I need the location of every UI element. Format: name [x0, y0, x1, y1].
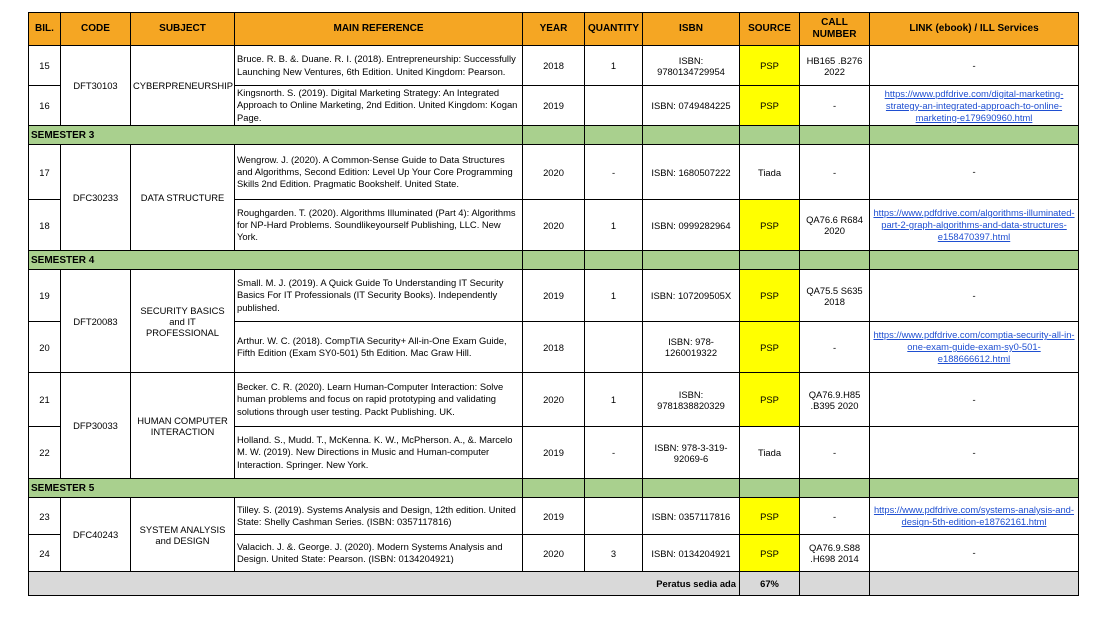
quantity-cell: 3 [585, 535, 643, 572]
header-quantity: QUANTITY [585, 13, 643, 46]
course-subject: DATA STRUCTURE [131, 145, 235, 251]
year-cell: 2018 [523, 322, 585, 373]
bil-cell: 21 [29, 373, 61, 427]
header-link: LINK (ebook) / ILL Services [870, 13, 1079, 46]
table-row [29, 373, 1079, 427]
isbn-cell: ISBN: 1680507222 [643, 145, 740, 200]
semester-cell [585, 479, 643, 498]
year-cell: 2020 [523, 535, 585, 572]
quantity-cell [585, 498, 643, 535]
link-cell: - [870, 46, 1079, 86]
call-number-cell: - [800, 145, 870, 200]
reference-text: Bruce. R. B. &. Duane. R. I. (2018). Entrepreneurship: Successfully Launching New Ventures, 6th Edition. United Kingdom: Pearson. [235, 46, 523, 86]
isbn-cell: ISBN: 0357117816 [643, 498, 740, 535]
bil-cell: 17 [29, 145, 61, 200]
header-bil: BIL. [29, 13, 61, 46]
source-cell: Tiada [740, 427, 800, 479]
quantity-cell: 1 [585, 200, 643, 251]
bil-cell: 19 [29, 270, 61, 322]
reference-text: Small. M. J. (2019). A Quick Guide To Understanding IT Security Basics For IT Professionals (IT Security Books). Independently published. [235, 270, 523, 322]
link-cell [870, 86, 1079, 126]
source-cell: PSP [740, 86, 800, 126]
course-code: DFT30103 [61, 46, 131, 126]
link-cell [870, 498, 1079, 535]
semester-cell [643, 479, 740, 498]
footer-cell [800, 572, 870, 596]
link-cell: - [870, 270, 1079, 322]
semester-cell [800, 479, 870, 498]
ebook-link[interactable]: https://www.pdfdrive.com/algorithms-illuminated-part-2-graph-algorithms-and-data-structures-e158470397.html [873, 207, 1075, 242]
year-cell: 2019 [523, 86, 585, 126]
source-cell: PSP [740, 373, 800, 427]
source-cell: PSP [740, 46, 800, 86]
year-cell: 2020 [523, 373, 585, 427]
quantity-cell: - [585, 145, 643, 200]
reference-text: Arthur. W. C. (2018). CompTIA Security+ All-in-One Exam Guide, Fifth Edition (Exam SY0-501) 5th Edition. Mac Graw Hill. [235, 322, 523, 373]
table-row [29, 145, 1079, 200]
ebook-link[interactable]: https://www.pdfdrive.com/systems-analysis-and-design-5th-edition-e18762161.html [873, 504, 1075, 527]
table-row [29, 270, 1079, 322]
call-number-cell: QA76.6 R684 2020 [800, 200, 870, 251]
bil-cell: 24 [29, 535, 61, 572]
quantity-cell [585, 322, 643, 373]
header-main-reference: MAIN REFERENCE [235, 13, 523, 46]
semester-cell [643, 126, 740, 145]
bil-cell: 15 [29, 46, 61, 86]
year-cell: 2020 [523, 200, 585, 251]
isbn-cell: ISBN: 107209505X [643, 270, 740, 322]
course-code: DFP30033 [61, 373, 131, 479]
footer-cell [870, 572, 1079, 596]
semester-cell [523, 479, 585, 498]
isbn-cell: ISBN: 0749484225 [643, 86, 740, 126]
reference-text: Valacich. J. &. George. J. (2020). Modern Systems Analysis and Design. United State: Pearson. (ISBN: 0134204921) [235, 535, 523, 572]
header-isbn: ISBN [643, 13, 740, 46]
link-cell: - [870, 427, 1079, 479]
bil-cell: 22 [29, 427, 61, 479]
year-cell: 2019 [523, 270, 585, 322]
year-cell: 2019 [523, 427, 585, 479]
source-cell: PSP [740, 322, 800, 373]
bil-cell: 23 [29, 498, 61, 535]
course-subject: HUMAN COMPUTER INTERACTION [131, 373, 235, 479]
quantity-cell: 1 [585, 46, 643, 86]
semester-cell [585, 251, 643, 270]
call-number-cell: - [800, 86, 870, 126]
course-subject: SECURITY BASICS and IT PROFESSIONAL [131, 270, 235, 373]
reference-text: Roughgarden. T. (2020). Algorithms Illuminated (Part 4): Algorithms for NP-Hard Problems. Soundlikeyourself Publishing, LLC. New York. [235, 200, 523, 251]
ebook-link[interactable]: https://www.pdfdrive.com/comptia-security-all-in-one-exam-guide-exam-sy0-501-e188666612.html [873, 329, 1075, 364]
semester-row [29, 251, 1079, 270]
semester-cell [523, 251, 585, 270]
bil-cell: 18 [29, 200, 61, 251]
quantity-cell: 1 [585, 373, 643, 427]
isbn-cell: ISBN: 978-1260019322 [643, 322, 740, 373]
link-cell [870, 200, 1079, 251]
source-cell: PSP [740, 498, 800, 535]
link-cell: - [870, 535, 1079, 572]
footer-row [29, 572, 1079, 596]
semester-label: SEMESTER 3 [29, 126, 523, 145]
footer-label: Peratus sedia ada [29, 572, 740, 596]
source-cell: PSP [740, 270, 800, 322]
semester-label: SEMESTER 5 [29, 479, 523, 498]
call-number-cell: QA76.9.S88 .H698 2014 [800, 535, 870, 572]
call-number-cell: QA76.9.H85 .B395 2020 [800, 373, 870, 427]
semester-row [29, 479, 1079, 498]
link-cell: - [870, 373, 1079, 427]
header-row [29, 13, 1079, 46]
semester-cell [870, 251, 1079, 270]
call-number-cell: HB165 .B276 2022 [800, 46, 870, 86]
table-row [29, 498, 1079, 535]
reference-table [28, 12, 1079, 596]
table-body [29, 46, 1079, 572]
course-subject: SYSTEM ANALYSIS and DESIGN [131, 498, 235, 572]
year-cell: 2018 [523, 46, 585, 86]
semester-cell [585, 126, 643, 145]
semester-cell [740, 479, 800, 498]
year-cell: 2020 [523, 145, 585, 200]
semester-cell [870, 479, 1079, 498]
quantity-cell: 1 [585, 270, 643, 322]
semester-label: SEMESTER 4 [29, 251, 523, 270]
reference-text: Tilley. S. (2019). Systems Analysis and Design, 12th edition. United State: Shelly Cashman Series. (ISBN: 0357117816) [235, 498, 523, 535]
quantity-cell: - [585, 427, 643, 479]
reference-text: Becker. C. R. (2020). Learn Human-Computer Interaction: Solve human problems and focus on rapid prototyping and validating solutions through user testing. Packt Publishing. UK. [235, 373, 523, 427]
course-code: DFC40243 [61, 498, 131, 572]
semester-row [29, 126, 1079, 145]
isbn-cell: ISBN: 0134204921 [643, 535, 740, 572]
link-cell [870, 322, 1079, 373]
bil-cell: 16 [29, 86, 61, 126]
ebook-link[interactable]: https://www.pdfdrive.com/digital-marketing-strategy-an-integrated-approach-to-online-marketing-e179690960.html [884, 87, 1064, 123]
call-number-cell: - [800, 427, 870, 479]
semester-cell [643, 251, 740, 270]
call-number-cell: - [800, 498, 870, 535]
semester-cell [740, 126, 800, 145]
semester-cell [800, 251, 870, 270]
isbn-cell: ISBN: 9780134729954 [643, 46, 740, 86]
source-cell: PSP [740, 535, 800, 572]
call-number-cell: - [800, 322, 870, 373]
header-call-number: CALL NUMBER [800, 13, 870, 46]
call-number-cell: QA75.5 S635 2018 [800, 270, 870, 322]
quantity-cell [585, 86, 643, 126]
semester-cell [523, 126, 585, 145]
semester-cell [800, 126, 870, 145]
link-cell: - [870, 145, 1079, 200]
source-cell: PSP [740, 200, 800, 251]
reference-text: Holland. S., Mudd. T., McKenna. K. W., McPherson. A., &. Marcelo M. W. (2019). New Directions in Music and Human-computer Interaction. Springer. New York. [235, 427, 523, 479]
header-source: SOURCE [740, 13, 800, 46]
table-row [29, 46, 1079, 86]
course-subject: CYBERPRENEURSHIP [131, 46, 235, 126]
semester-cell [870, 126, 1079, 145]
footer-percentage: 67% [740, 572, 800, 596]
isbn-cell: ISBN: 978-3-319-92069-6 [643, 427, 740, 479]
isbn-cell: ISBN: 9781838820329 [643, 373, 740, 427]
bil-cell: 20 [29, 322, 61, 373]
year-cell: 2019 [523, 498, 585, 535]
isbn-cell: ISBN: 0999282964 [643, 200, 740, 251]
course-code: DFT20083 [61, 270, 131, 373]
source-cell: Tiada [740, 145, 800, 200]
course-code: DFC30233 [61, 145, 131, 251]
header-subject: SUBJECT [131, 13, 235, 46]
header-code: CODE [61, 13, 131, 46]
header-year: YEAR [523, 13, 585, 46]
reference-text: Wengrow. J. (2020). A Common-Sense Guide to Data Structures and Algorithms, Second Edition: Level Up Your Core Programming Skills 2nd Edition. Pragmatic Bookshelf. United State. [235, 145, 523, 200]
semester-cell [740, 251, 800, 270]
reference-text: Kingsnorth. S. (2019). Digital Marketing Strategy: An Integrated Approach to Online Marketing, 2nd Edition. United Kingdom: Kogan Page. [235, 86, 523, 126]
